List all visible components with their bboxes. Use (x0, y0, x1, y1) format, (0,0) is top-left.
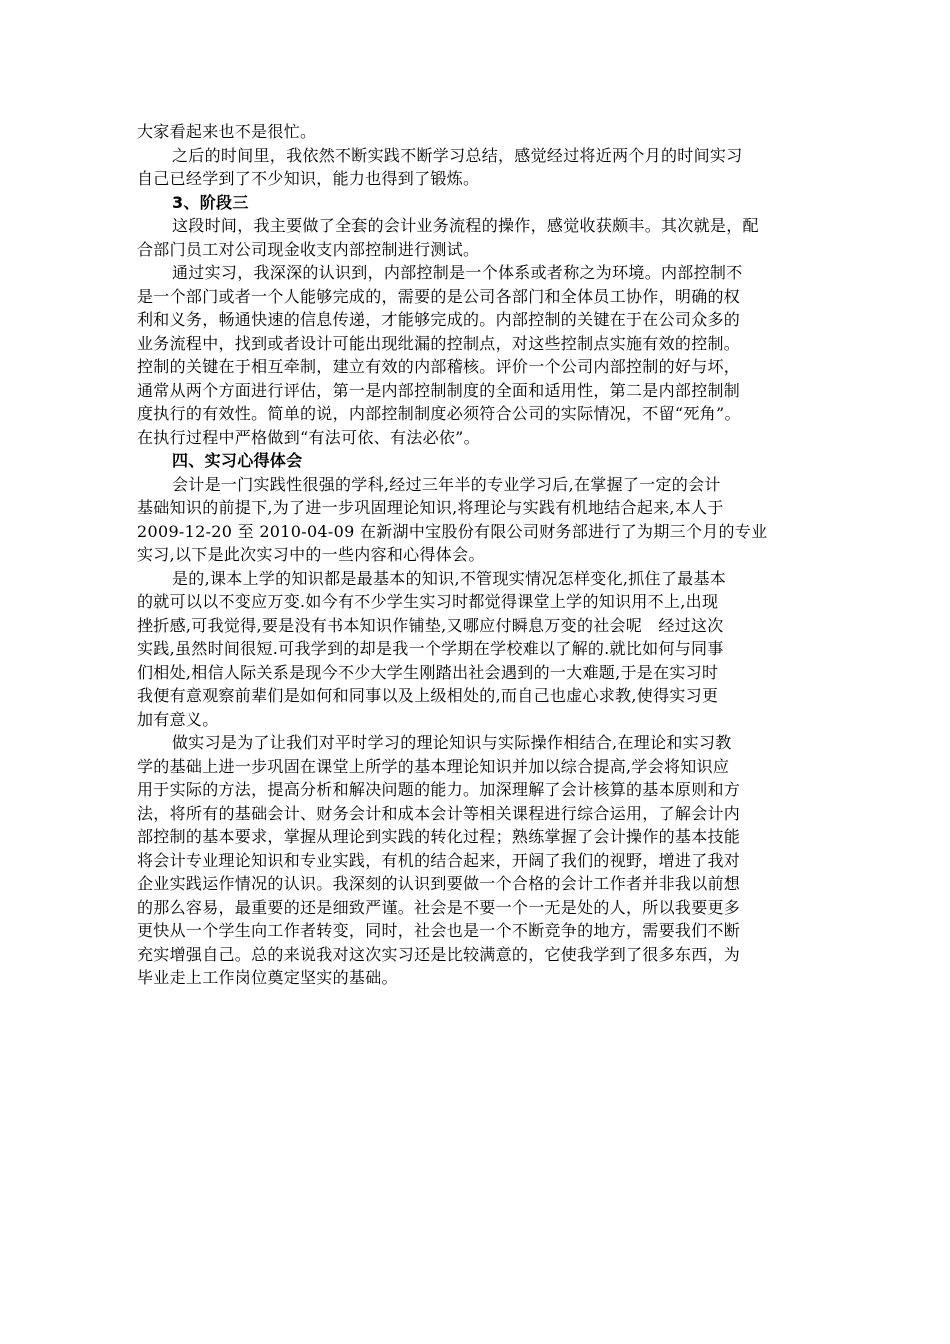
text-line: 控制的关键在于相互牵制，建立有效的内部稽核。评价一个公司内部控制的好与坏， (137, 357, 741, 376)
text-line: 通常从两个方面进行评估，第一是内部控制制度的全面和适用性，第二是内部控制制 (137, 380, 741, 400)
text-line: 基础知识的前提下,为了进一步巩固理论知识,将理论与实践有机地结合起来,本人于 (137, 498, 724, 517)
text-line: 度执行的有效性。简单的说，内部控制制度必须符合公司的实际情况，不留“死角”。 (137, 404, 741, 423)
text-line: 部控制的基本要求，掌握从理论到实践的转化过程；熟练掌握了会计操作的基本技能 (137, 827, 741, 846)
text-line: 更快从一个学生向工作者转变，同时，社会也是一个不断竞争的地方，需要我们不断 (137, 921, 741, 940)
text-line: 将会计专业理论知识和专业实践，有机的结合起来，开阔了我们的视野，增进了我对 (137, 850, 741, 870)
text-line: 们相处,相信人际关系是现今不少大学生刚踏出社会遇到的一大难题,于是在实习时 (137, 662, 719, 682)
paragraph-first-line: 之后的时间里，我依然不断实践不断学习总结，感觉经过将近两个月的时间实习 (172, 145, 743, 165)
text-line: 充实增强自己。总的来说我对这次实习还是比较满意的，它使我学到了很多东西，为 (137, 944, 741, 964)
text-line: 企业实践运作情况的认识。我深刻的认识到要做一个合格的会计工作者并非我以前想 (137, 874, 741, 893)
text-line: 加有意义。 (137, 709, 219, 729)
text-line: 用于实际的方法，提高分析和解决问题的能力。加深理解了会计核算的基本原则和方 (137, 780, 741, 799)
text-line: 的就可以以不变应万变.如今有不少学生实习时都觉得课堂上学的知识用不上,出现 (137, 592, 719, 611)
text-line: 大家看起来也不是很忙。 (137, 122, 317, 141)
text-line: 2009-12-20 至 2010-04-09 在新湖中宝股份有限公司财务部进行了为期三个月的专业 (137, 521, 768, 541)
text-line: 我便有意观察前辈们是如何和同事以及上级相处的,而自己也虚心求教,使得实习更 (137, 686, 719, 705)
text-line: 毕业走上工作岗位奠定坚实的基础。 (137, 968, 398, 987)
text-line: 在执行过程中严格做到“有法可依、有法必依”。 (137, 427, 480, 447)
text-line: 实习,以下是此次实习中的一些内容和心得体会。 (137, 545, 485, 564)
section-heading-stage-three: 3、阶段三 (172, 192, 249, 212)
paragraph-first-line: 这段时间，我主要做了全套的会计业务流程的操作，感觉收获颇丰。其次就是，配 (172, 216, 759, 235)
section-heading-internship-reflections: 四、实习心得体会 (172, 451, 303, 470)
paragraph-first-line: 会计是一门实践性很强的学科,经过三年半的专业学习后,在掌握了一定的会计 (172, 474, 721, 494)
paragraph-first-line: 是的,课本上学的知识都是最基本的知识,不管现实情况怎样变化,抓住了最基本 (172, 568, 727, 588)
text-line: 挫折感,可我觉得,要是没有书本知识作铺垫,又哪应付瞬息万变的社会呢 经过这次 (137, 615, 724, 635)
paragraph-first-line: 通过实习，我深深的认识到，内部控制是一个体系或者称之为环境。内部控制不 (172, 263, 743, 282)
text-line: 利和义务，畅通快速的信息传递，才能够完成的。内部控制的关键在于在公司众多的 (137, 310, 741, 329)
text-line: 自己已经学到了不少知识，能力也得到了锻炼。 (137, 169, 480, 188)
text-line: 业务流程中，找到或者设计可能出现纰漏的控制点，对这些控制点实施有效的控制。 (137, 333, 741, 353)
text-line: 法，将所有的基础会计、财务会计和成本会计等相关课程进行综合运用，了解会计内 (137, 803, 741, 823)
text-line: 学的基础上进一步巩固在课堂上所学的基本理论知识并加以综合提高,学会将知识应 (137, 756, 730, 776)
text-line: 实践,虽然时间很短.可我学到的却是我一个学期在学校难以了解的.就比如何与同事 (137, 639, 724, 658)
document-page (137, 120, 837, 990)
text-line: 是一个部门或者一个人能够完成的，需要的是公司各部门和全体员工协作，明确的权 (137, 286, 741, 306)
text-line: 的那么容易，最重要的还是细致严谨。社会是不要一个一无是处的人，所以我要更多 (137, 897, 741, 917)
paragraph-first-line: 做实习是为了让我们对平时学习的理论知识与实际操作相结合,在理论和实习教 (172, 733, 732, 752)
text-line: 合部门员工对公司现金收支内部控制进行测试。 (137, 239, 480, 259)
